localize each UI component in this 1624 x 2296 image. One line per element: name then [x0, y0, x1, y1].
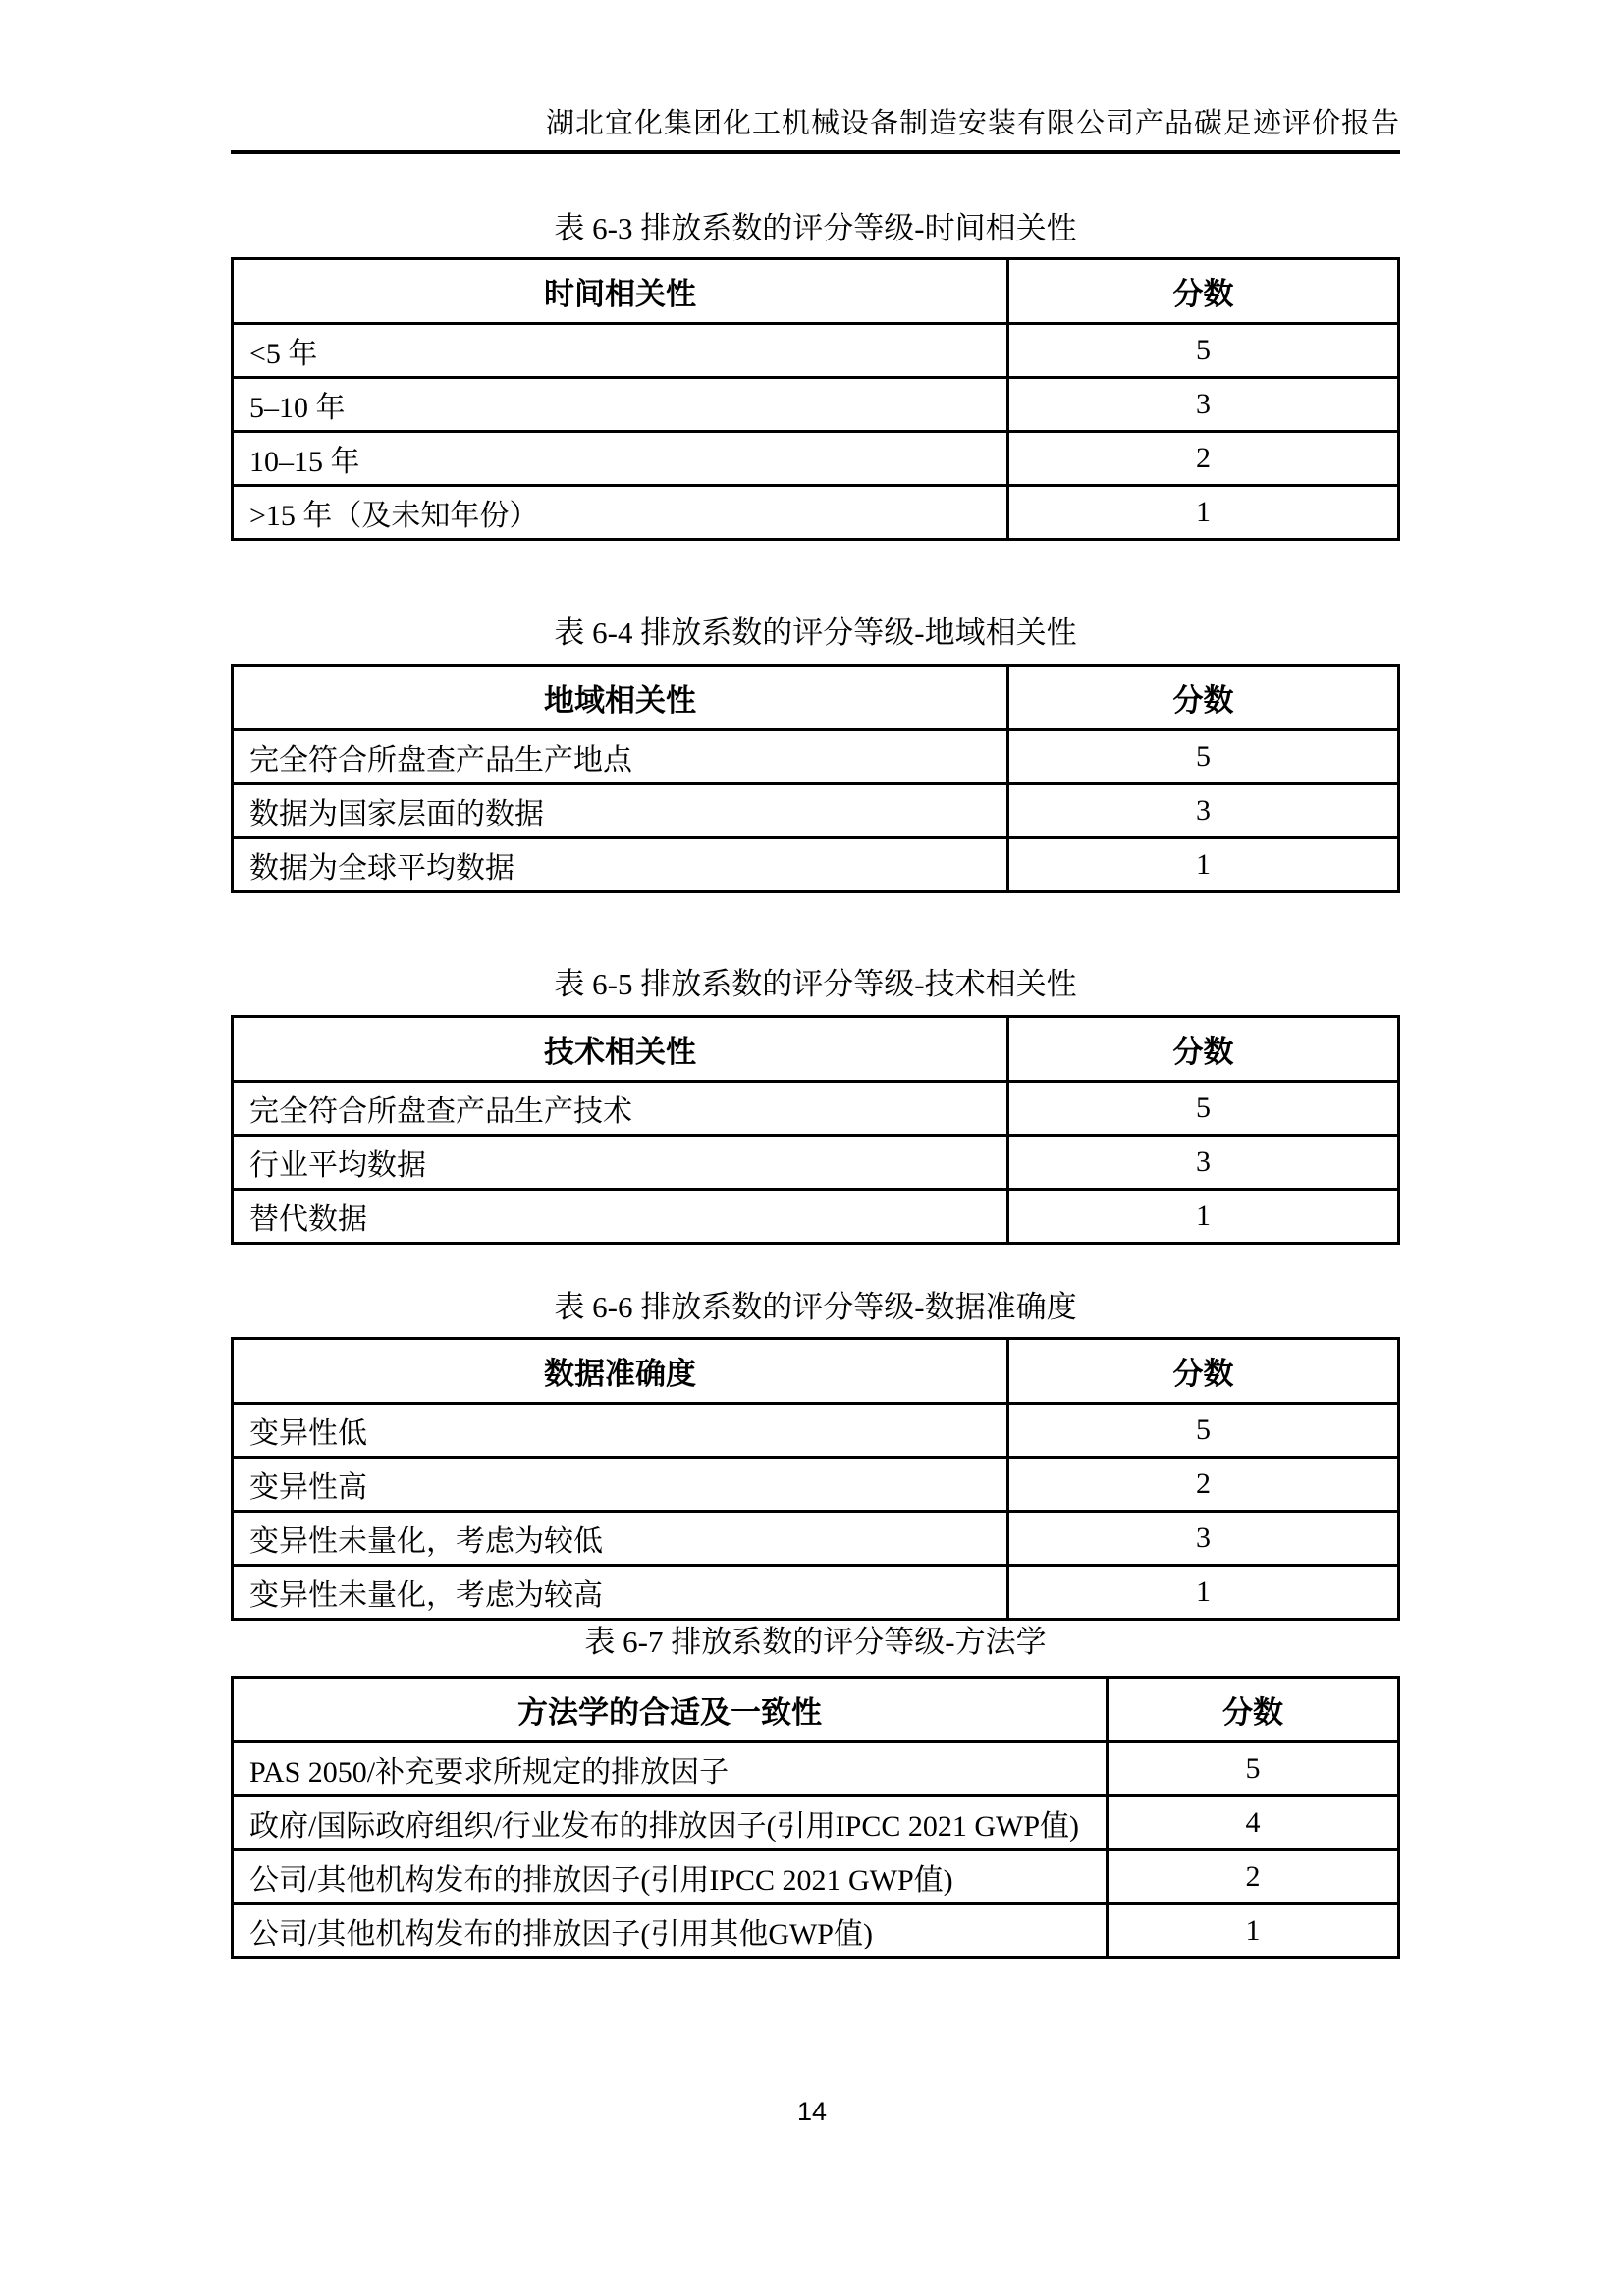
criteria-cell: >15 年（及未知年份）	[233, 486, 1008, 540]
criteria-cell: 替代数据	[233, 1190, 1008, 1244]
page-number: 14	[796, 2097, 828, 2126]
table-row	[233, 432, 1399, 486]
column-header-criteria: 方法学的合适及一致性	[233, 1678, 1108, 1742]
column-header-criteria: 数据准确度	[233, 1339, 1008, 1404]
criteria-cell: 变异性高	[233, 1458, 1008, 1512]
score-cell: 2	[1008, 432, 1399, 486]
score-cell: 1	[1108, 1904, 1399, 1958]
criteria-cell: 公司/其他机构发布的排放因子(引用IPCC 2021 GWP值)	[233, 1850, 1108, 1904]
table-row	[233, 1190, 1399, 1244]
table-row	[233, 324, 1399, 378]
criteria-cell: 公司/其他机构发布的排放因子(引用其他GWP值)	[233, 1904, 1108, 1958]
table-6-6	[231, 1337, 1400, 1621]
score-cell: 5	[1008, 1404, 1399, 1458]
column-header-criteria: 地域相关性	[233, 666, 1008, 730]
table-row	[233, 1796, 1399, 1850]
score-cell: 3	[1008, 1512, 1399, 1566]
table-row	[233, 784, 1399, 838]
criteria-cell: 5–10 年	[233, 378, 1008, 432]
table-row	[233, 1458, 1399, 1512]
criteria-cell: 完全符合所盘查产品生产技术	[233, 1082, 1008, 1136]
table-6-5-caption: 表 6-5 排放系数的评分等级-技术相关性	[554, 967, 1077, 1001]
table-header-row	[233, 1017, 1399, 1082]
table-row	[233, 730, 1399, 784]
score-cell: 5	[1008, 324, 1399, 378]
table-6-3-caption: 表 6-3 排放系数的评分等级-时间相关性	[554, 211, 1077, 245]
score-cell: 1	[1008, 486, 1399, 540]
column-header-score: 分数	[1008, 259, 1399, 324]
table-6-7-caption: 表 6-7 排放系数的评分等级-方法学	[584, 1625, 1047, 1659]
score-cell: 2	[1108, 1850, 1399, 1904]
table-row	[233, 486, 1399, 540]
criteria-cell: 数据为全球平均数据	[233, 838, 1008, 892]
criteria-cell: 变异性未量化，考虑为较高	[233, 1566, 1008, 1620]
criteria-cell: 政府/国际政府组织/行业发布的排放因子(引用IPCC 2021 GWP值)	[233, 1796, 1108, 1850]
criteria-cell: 10–15 年	[233, 432, 1008, 486]
table-header-row	[233, 666, 1399, 730]
score-cell: 5	[1108, 1742, 1399, 1796]
column-header-score: 分数	[1008, 666, 1399, 730]
table-row	[233, 1850, 1399, 1904]
column-header-criteria: 时间相关性	[233, 259, 1008, 324]
table-row	[233, 1082, 1399, 1136]
page-header	[231, 0, 1400, 154]
criteria-cell: PAS 2050/补充要求所规定的排放因子	[233, 1742, 1108, 1796]
table-row	[233, 1136, 1399, 1190]
table-6-4	[231, 664, 1400, 893]
score-cell: 2	[1008, 1458, 1399, 1512]
table-6-6-caption: 表 6-6 排放系数的评分等级-数据准确度	[554, 1290, 1077, 1324]
score-cell: 4	[1108, 1796, 1399, 1850]
score-cell: 1	[1008, 1190, 1399, 1244]
criteria-cell: 数据为国家层面的数据	[233, 784, 1008, 838]
score-cell: 3	[1008, 1136, 1399, 1190]
table-6-3	[231, 257, 1400, 541]
column-header-score: 分数	[1008, 1017, 1399, 1082]
page-header-title: 湖北宜化集团化工机械设备制造安装有限公司产品碳足迹评价报告	[545, 108, 1400, 139]
table-6-4-caption: 表 6-4 排放系数的评分等级-地域相关性	[554, 615, 1077, 650]
score-cell: 1	[1008, 838, 1399, 892]
column-header-score: 分数	[1008, 1339, 1399, 1404]
score-cell: 1	[1008, 1566, 1399, 1620]
table-6-7	[231, 1676, 1400, 1959]
table-header-row	[233, 1678, 1399, 1742]
table-6-5	[231, 1015, 1400, 1245]
table-row	[233, 838, 1399, 892]
table-row	[233, 1404, 1399, 1458]
criteria-cell: 变异性未量化，考虑为较低	[233, 1512, 1008, 1566]
score-cell: 5	[1008, 730, 1399, 784]
table-row	[233, 1566, 1399, 1620]
score-cell: 5	[1008, 1082, 1399, 1136]
score-cell: 3	[1008, 784, 1399, 838]
criteria-cell: 行业平均数据	[233, 1136, 1008, 1190]
criteria-cell: <5 年	[233, 324, 1008, 378]
column-header-score: 分数	[1108, 1678, 1399, 1742]
table-row	[233, 1904, 1399, 1958]
table-row	[233, 1742, 1399, 1796]
column-header-criteria: 技术相关性	[233, 1017, 1008, 1082]
criteria-cell: 变异性低	[233, 1404, 1008, 1458]
table-row	[233, 1512, 1399, 1566]
table-row	[233, 378, 1399, 432]
table-header-row	[233, 259, 1399, 324]
table-header-row	[233, 1339, 1399, 1404]
criteria-cell: 完全符合所盘查产品生产地点	[233, 730, 1008, 784]
score-cell: 3	[1008, 378, 1399, 432]
